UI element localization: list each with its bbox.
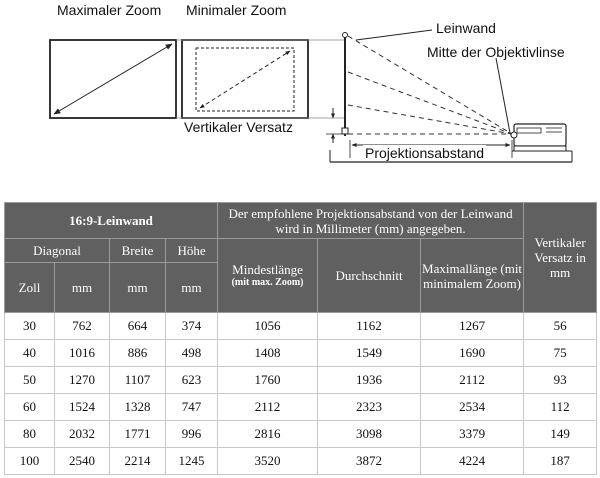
cell-max-length: 3379 <box>421 421 524 448</box>
cell-diag-mm: 2032 <box>55 421 110 448</box>
cell-max-length: 4224 <box>421 448 524 475</box>
cell-vertical-offset: 187 <box>524 448 597 475</box>
cell-diag-mm: 2540 <box>55 448 110 475</box>
table-row <box>5 394 597 421</box>
table-row <box>5 367 597 394</box>
cell-diag-mm: 1270 <box>55 367 110 394</box>
min-zoom-label: Minimaler Zoom <box>186 2 287 18</box>
cell-diag-inch: 30 <box>5 313 55 340</box>
vertical-offset-label: Vertikaler Versatz <box>184 119 293 135</box>
unit-mm-height: mm <box>166 263 218 313</box>
cell-min-length: 3520 <box>218 448 318 475</box>
projection-drawing <box>0 0 600 200</box>
cell-height-mm: 996 <box>166 421 218 448</box>
vertical-offset-arrows <box>326 108 347 143</box>
header-distance-group: Der empfohlene Projektionsabstand von der Leinwand wird in Millimeter (mm) angegeben. <box>218 203 524 239</box>
table-row <box>5 313 597 340</box>
cell-height-mm: 747 <box>166 394 218 421</box>
cell-diag-mm: 1016 <box>55 340 110 367</box>
cell-vertical-offset: 56 <box>524 313 597 340</box>
cell-max-length: 1690 <box>421 340 524 367</box>
unit-inch: Zoll <box>5 263 55 313</box>
cell-min-length: 1760 <box>218 367 318 394</box>
cell-diag-inch: 80 <box>5 421 55 448</box>
min-zoom-frame <box>182 40 308 118</box>
cell-diag-inch: 100 <box>5 448 55 475</box>
cell-vertical-offset: 93 <box>524 367 597 394</box>
cell-diag-inch: 40 <box>5 340 55 367</box>
cell-height-mm: 374 <box>166 313 218 340</box>
header-min-length-title: Mindestlänge <box>232 262 303 277</box>
header-vertical-offset: Vertikaler Versatz in mm <box>524 203 597 313</box>
cell-vertical-offset: 75 <box>524 340 597 367</box>
max-zoom-frame <box>50 40 176 118</box>
cell-min-length: 1408 <box>218 340 318 367</box>
table-row <box>5 448 597 475</box>
projection-distance-label: Projektionsabstand <box>365 145 485 161</box>
cell-vertical-offset: 112 <box>524 394 597 421</box>
cell-diag-inch: 50 <box>5 367 55 394</box>
cell-average: 3098 <box>318 421 421 448</box>
cell-vertical-offset: 149 <box>524 421 597 448</box>
cell-width-mm: 1107 <box>110 367 166 394</box>
cell-average: 3872 <box>318 448 421 475</box>
cell-max-length: 1267 <box>421 313 524 340</box>
cell-width-mm: 664 <box>110 313 166 340</box>
projector <box>511 124 566 151</box>
cell-width-mm: 2214 <box>110 448 166 475</box>
header-average: Durchschnitt <box>318 239 421 313</box>
screen <box>342 33 348 137</box>
cell-average: 2323 <box>318 394 421 421</box>
screen-label: Leinwand <box>436 20 496 36</box>
cell-diag-inch: 60 <box>5 394 55 421</box>
cell-width-mm: 1771 <box>110 421 166 448</box>
cell-average: 1936 <box>318 367 421 394</box>
cell-height-mm: 1245 <box>166 448 218 475</box>
header-height: Höhe <box>166 239 218 263</box>
cell-diag-mm: 762 <box>55 313 110 340</box>
header-screen-group: 16:9-Leinwand <box>5 203 218 239</box>
cell-min-length: 2112 <box>218 394 318 421</box>
header-max-length: Maximallänge (mit minimalem Zoom) <box>421 239 524 313</box>
header-min-length <box>218 239 318 313</box>
unit-mm-width: mm <box>110 263 166 313</box>
cell-max-length: 2534 <box>421 394 524 421</box>
cell-min-length: 2816 <box>218 421 318 448</box>
cell-min-length: 1056 <box>218 313 318 340</box>
header-diagonal: Diagonal <box>5 239 110 263</box>
cell-max-length: 2112 <box>421 367 524 394</box>
lens-center-label: Mitte der Objektivlinse <box>427 44 565 60</box>
unit-mm-diagonal: mm <box>55 263 110 313</box>
cell-width-mm: 886 <box>110 340 166 367</box>
cell-average: 1162 <box>318 313 421 340</box>
header-min-length-note: (mit max. Zoom) <box>231 277 304 288</box>
header-width: Breite <box>110 239 166 263</box>
cell-average: 1549 <box>318 340 421 367</box>
table-body <box>5 313 597 475</box>
cell-diag-mm: 1524 <box>55 394 110 421</box>
table-row <box>5 421 597 448</box>
projection-diagram <box>0 0 600 200</box>
max-zoom-label: Maximaler Zoom <box>57 2 162 18</box>
cell-height-mm: 498 <box>166 340 218 367</box>
cell-height-mm: 623 <box>166 367 218 394</box>
projection-table <box>4 202 596 475</box>
cell-width-mm: 1328 <box>110 394 166 421</box>
table-row <box>5 340 597 367</box>
